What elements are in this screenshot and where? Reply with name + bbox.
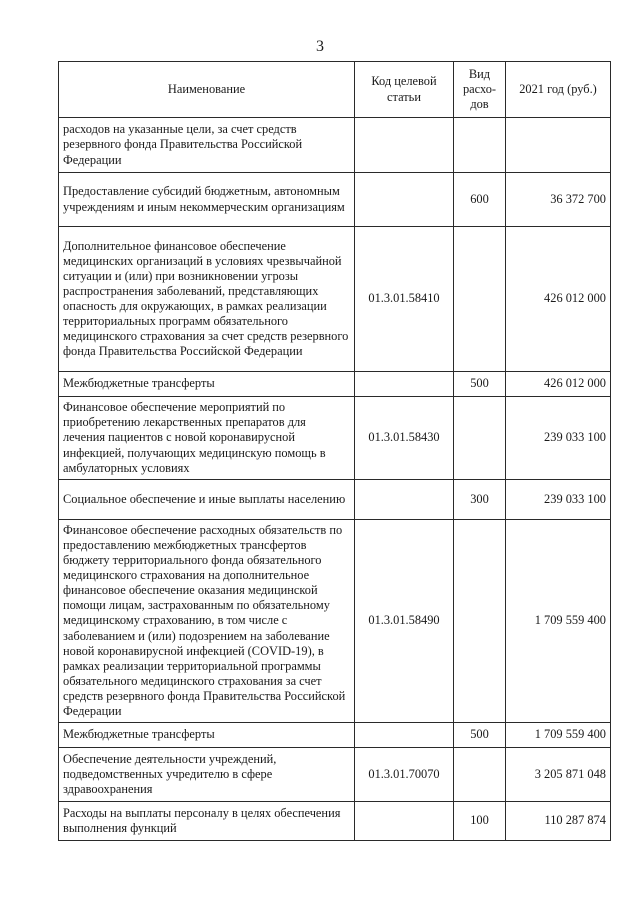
row-amount: 426 012 000 [506, 227, 611, 372]
row-name: Расходы на выплаты персоналу в целях обеспечения выполнения функций [59, 802, 355, 841]
row-code [355, 118, 454, 173]
table-row [59, 173, 611, 227]
table-row [59, 480, 611, 520]
row-type: 300 [454, 480, 506, 520]
budget-table [58, 61, 611, 841]
row-name: Финансовое обеспечение мероприятий по приобретению лекарственных препаратов для лечения пациентов с новой коронавирусной инфекцией, получающих медицинскую помощь в амбулаторных условиях [59, 397, 355, 480]
row-code: 01.3.01.58490 [355, 520, 454, 723]
row-name: Социальное обеспечение и иные выплаты населению [59, 480, 355, 520]
row-name: расходов на указанные цели, за счет средств резервного фонда Правительства Российской Федерации [59, 118, 355, 173]
row-amount [506, 118, 611, 173]
row-amount: 36 372 700 [506, 173, 611, 227]
table-row [59, 748, 611, 802]
table-row [59, 227, 611, 372]
row-type [454, 520, 506, 723]
row-name: Обеспечение деятельности учреждений, подведомственных учредителю в сфере здравоохранения [59, 748, 355, 802]
header-name: Наименование [59, 62, 355, 118]
row-code [355, 173, 454, 227]
row-type: 500 [454, 723, 506, 748]
row-code [355, 723, 454, 748]
table-row [59, 723, 611, 748]
row-amount: 1 709 559 400 [506, 723, 611, 748]
row-type [454, 227, 506, 372]
row-amount: 239 033 100 [506, 397, 611, 480]
row-amount: 3 205 871 048 [506, 748, 611, 802]
header-type: Вид расхо-дов [454, 62, 506, 118]
row-name: Предоставление субсидий бюджетным, автономным учреждениям и иным некоммерческим организациям [59, 173, 355, 227]
row-type: 100 [454, 802, 506, 841]
row-type [454, 118, 506, 173]
row-name: Межбюджетные трансферты [59, 372, 355, 397]
row-amount: 1 709 559 400 [506, 520, 611, 723]
row-type: 500 [454, 372, 506, 397]
row-type [454, 748, 506, 802]
table-row [59, 372, 611, 397]
row-code [355, 480, 454, 520]
row-amount: 426 012 000 [506, 372, 611, 397]
row-amount: 110 287 874 [506, 802, 611, 841]
row-name: Финансовое обеспечение расходных обязательств по предоставлению межбюджетных трансфертов бюджету территориального фонда обязательного медицинского страхования на дополнительное финансовое обеспечение оказания медицинской помощи лицам, застрахованным по обязательному медицинскому страхованию, в том числе с заболеванием и (или) подозрением на заболевание новой коронавирусной инфекцией (COVID-19), в рамках реализации территориальной программы обязательного медицинского страхования за счет средств резервного фонда Правительства Российской Федерации [59, 520, 355, 723]
row-amount: 239 033 100 [506, 480, 611, 520]
table-row [59, 520, 611, 723]
row-code: 01.3.01.70070 [355, 748, 454, 802]
row-type: 600 [454, 173, 506, 227]
row-code: 01.3.01.58410 [355, 227, 454, 372]
row-name: Дополнительное финансовое обеспечение медицинских организаций в условиях чрезвычайной ситуации и (или) при возникновении угрозы распространения заболеваний, представляющих опасность для окружающих, в рамках реализации территориальных программ обязательного медицинского страхования за счет средств резервного фонда Правительства Российской Федерации [59, 227, 355, 372]
table-row [59, 802, 611, 841]
table-row [59, 118, 611, 173]
row-code [355, 372, 454, 397]
table-header-row [59, 62, 611, 118]
table-row [59, 397, 611, 480]
page-number: 3 [316, 38, 324, 55]
header-amount: 2021 год (руб.) [506, 62, 611, 118]
header-code: Код целевой статьи [355, 62, 454, 118]
row-name: Межбюджетные трансферты [59, 723, 355, 748]
row-code: 01.3.01.58430 [355, 397, 454, 480]
row-code [355, 802, 454, 841]
row-type [454, 397, 506, 480]
